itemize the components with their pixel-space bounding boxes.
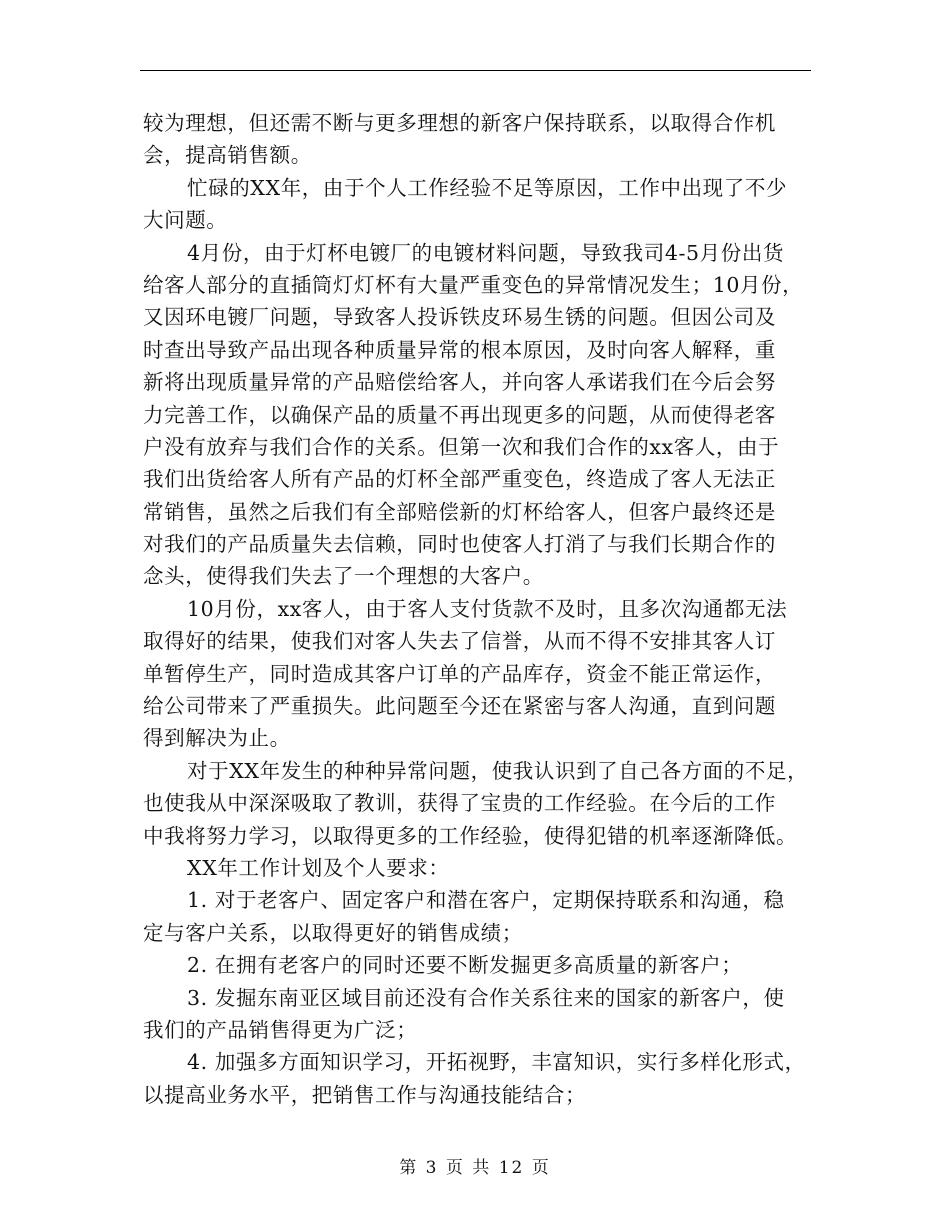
header-rule	[140, 70, 811, 71]
text-line: 户没有放弃与我们合作的关系。但第一次和我们合作的xx客人，由于	[143, 434, 780, 459]
text-line: 念头，使得我们失去了一个理想的大客户。	[143, 564, 544, 589]
text-line: 忙碌的XX年，由于个人工作经验不足等原因，工作中出现了不少	[187, 175, 788, 200]
text-line: 会，提高销售额。	[143, 143, 312, 168]
text-line: 中我将努力学习，以取得更多的工作经验，使得犯错的机率逐渐降低。	[143, 823, 798, 848]
text-line: 单暂停生产，同时造成其客户订单的产品库存，资金不能正常运作，	[143, 661, 776, 686]
document-body	[143, 107, 815, 1111]
text-line: 对我们的产品质量失去信赖，同时也使客人打消了与我们长期合作的	[143, 532, 776, 557]
text-line: 4. 加强多方面知识学习，开拓视野，丰富知识，实行多样化形式，	[187, 1050, 806, 1075]
text-line: 得到解决为止。	[143, 726, 291, 751]
text-line: 我们出货给客人所有产品的灯杯全部严重变色，终造成了客人无法正	[143, 467, 776, 492]
text-line: XX年工作计划及个人要求：	[187, 855, 450, 880]
page-number: 第 3 页 共 12 页	[399, 1158, 551, 1178]
text-line: 大问题。	[143, 208, 228, 233]
text-line: 4月份，由于灯杯电镀厂的电镀材料问题，导致我司4-5月份出货	[187, 240, 785, 265]
text-line: 常销售，虽然之后我们有全部赔偿新的灯杯给客人，但客户最终还是	[143, 499, 776, 524]
text-line: 又因环电镀厂问题，导致客人投诉铁皮环易生锈的问题。但因公司及	[143, 305, 776, 330]
text-line: 定与客户关系，以取得更好的销售成绩；	[143, 920, 523, 945]
text-line: 我们的产品销售得更为广泛；	[143, 1017, 418, 1042]
text-line: 力完善工作，以确保产品的质量不再出现更多的问题，从而使得老客	[143, 402, 776, 427]
text-line: 以提高业务水平，把销售工作与沟通技能结合；	[143, 1082, 587, 1107]
text-line: 给客人部分的直插筒灯灯杯有大量严重变色的异常情况发生；10月份，	[143, 272, 804, 297]
text-line: 10月份，xx客人，由于客人支付货款不及时，且多次沟通都无法	[187, 596, 788, 621]
text-line: 时查出导致产品出现各种质量异常的根本原因，及时向客人解释，重	[143, 337, 776, 362]
text-line: 2. 在拥有老客户的同时还要不断发掘更多高质量的新客户；	[187, 953, 743, 978]
text-line: 3. 发掘东南亚区域目前还没有合作关系往来的国家的新客户，使	[187, 985, 785, 1010]
text-line: 对于XX年发生的种种异常问题，使我认识到了自己各方面的不足，	[187, 758, 809, 783]
text-line: 取得好的结果，使我们对客人失去了信誉，从而不得不安排其客人订	[143, 629, 776, 654]
text-line: 也使我从中深深吸取了教训，获得了宝贵的工作经验。在今后的工作	[143, 791, 776, 816]
text-line: 1. 对于老客户、固定客户和潜在客户，定期保持联系和沟通，稳	[187, 888, 785, 913]
text-line: 较为理想，但还需不断与更多理想的新客户保持联系，以取得合作机	[143, 111, 776, 135]
text-line: 新将出现质量异常的产品赔偿给客人，并向客人承诺我们在今后会努	[143, 370, 776, 395]
text-line: 给公司带来了严重损失。此问题至今还在紧密与客人沟通，直到问题	[143, 694, 776, 719]
